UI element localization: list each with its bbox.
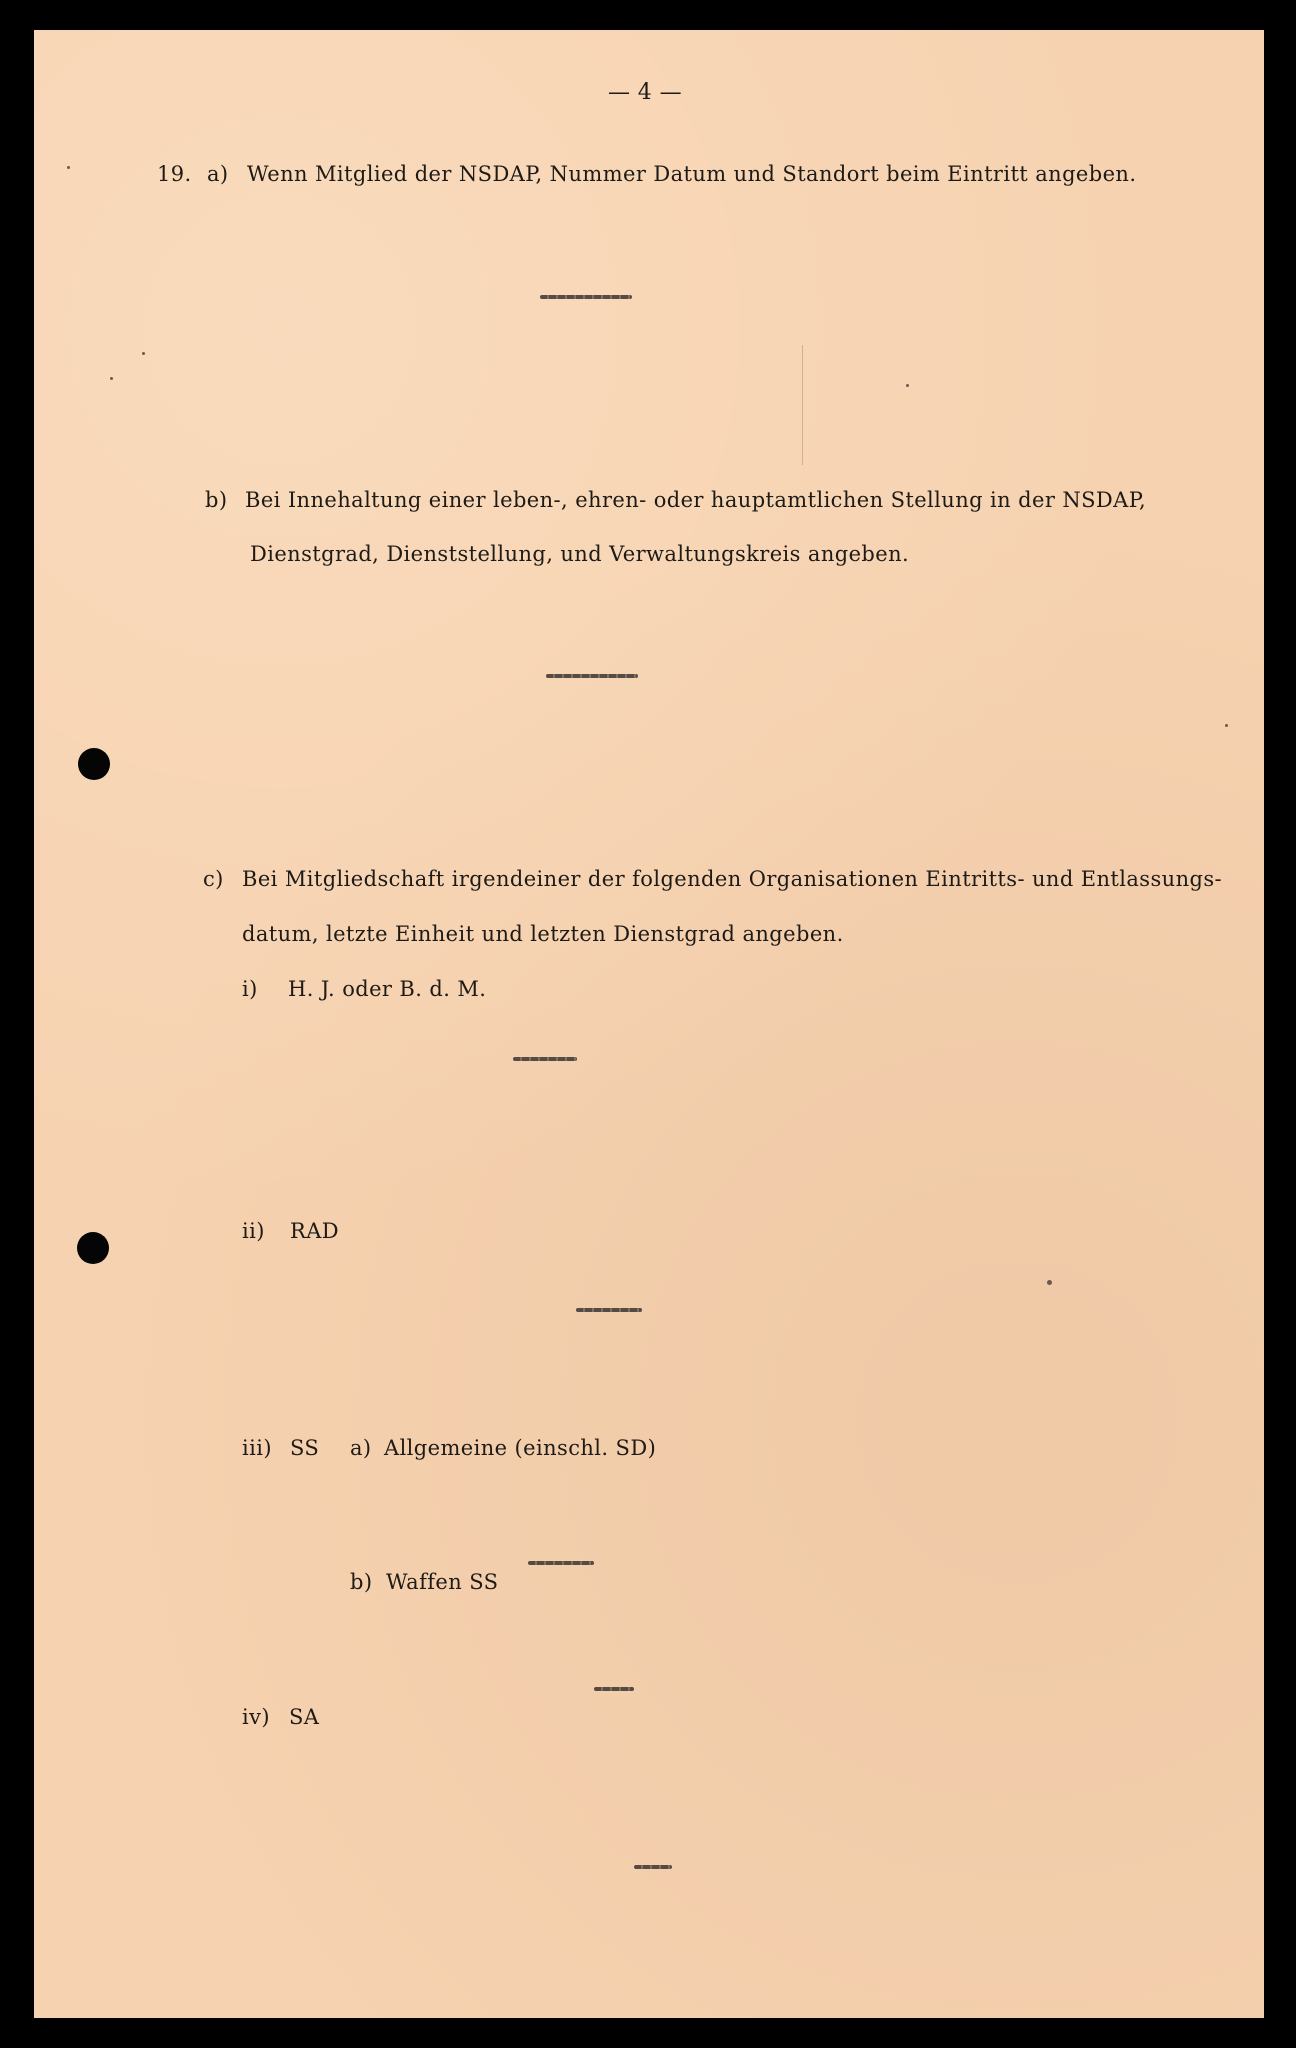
question-b-text-line2: Dienstgrad, Dienststellung, und Verwaltungskreis angeben. xyxy=(250,542,910,566)
question-c-text-line2: datum, letzte Einheit und letzten Dienstgrad angeben. xyxy=(242,922,844,946)
question-a-text: Wenn Mitglied der NSDAP, Nummer Datum und Standort beim Eintritt angeben. xyxy=(247,162,1137,186)
paper-speck xyxy=(110,377,113,380)
item-iii-label: iii) xyxy=(242,1436,272,1460)
answer-dash-b xyxy=(546,674,638,678)
paper-speck xyxy=(67,166,70,169)
question-b-label: b) xyxy=(205,488,228,512)
paper-speck xyxy=(1047,1280,1052,1285)
question-c-label: c) xyxy=(203,867,224,891)
item-i-label: i) xyxy=(242,977,258,1001)
item-iii-a-text: Allgemeine (einschl. SD) xyxy=(384,1436,657,1460)
item-iii-text: SS xyxy=(290,1436,320,1460)
paper-crease xyxy=(802,345,803,465)
question-a-label: a) xyxy=(207,162,229,186)
question-number: 19. xyxy=(157,162,192,186)
item-i-text: H. J. oder B. d. M. xyxy=(288,977,487,1001)
question-c-text-line1: Bei Mitgliedschaft irgendeiner der folgenden Organisationen Eintritts- und Entlassungs- xyxy=(242,867,1223,891)
answer-dash-iii-b xyxy=(594,1687,634,1691)
punch-hole-upper xyxy=(78,748,110,780)
answer-dash-i xyxy=(513,1057,577,1061)
paper-speck xyxy=(1225,724,1228,727)
item-iv-text: SA xyxy=(289,1705,320,1729)
item-ii-label: ii) xyxy=(242,1219,265,1243)
page-number: — 4 — xyxy=(608,80,682,105)
item-iv-label: iv) xyxy=(242,1705,270,1729)
paper-speck xyxy=(142,352,145,355)
item-iii-b-text: Waffen SS xyxy=(386,1570,499,1594)
answer-dash-iii-a xyxy=(528,1561,594,1565)
answer-dash-iv xyxy=(634,1865,672,1869)
paper-speck xyxy=(906,384,909,387)
answer-dash-a xyxy=(540,295,632,299)
item-ii-text: RAD xyxy=(290,1219,340,1243)
document-page xyxy=(34,30,1264,2018)
answer-dash-ii xyxy=(576,1308,642,1312)
punch-hole-lower xyxy=(77,1232,109,1264)
item-iii-a-label: a) xyxy=(350,1436,372,1460)
item-iii-b-label: b) xyxy=(350,1570,373,1594)
question-b-text-line1: Bei Innehaltung einer leben-, ehren- oder hauptamtlichen Stellung in der NSDAP, xyxy=(245,488,1147,512)
